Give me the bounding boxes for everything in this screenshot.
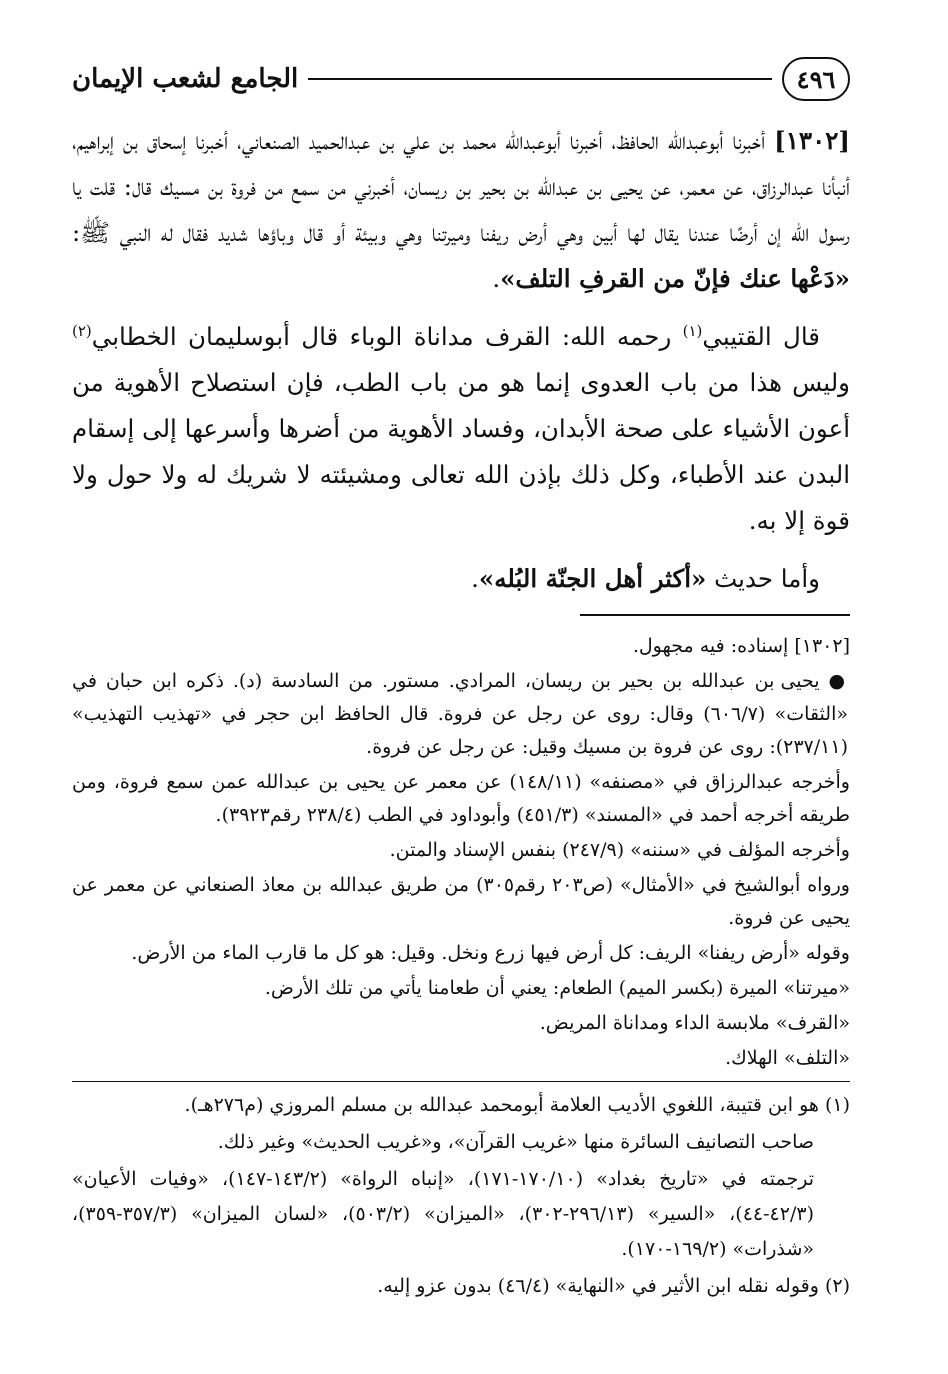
commentary-text-b: رحمه الله: القرف مداناة الوباء قال أبوسليمان الخطابي [91,322,683,351]
note-narrator-text: يحيى بن عبدالله بن بحير بن ريسان، المرادي. مستور. من السادسة (د). ذكره ابن حبان في «الثقات» (٦٠٦/٧) وقال: روى عن رجل عن فروة. قال الحافظ ابن حجر في «تهذيب التهذيب» (٢٣٧/١١): روى عن فروة بن مسيك وقيل: عن رجل عن فروة. [72,670,848,758]
closing-text: وأما حديث [706,564,820,593]
hadith-end: . [492,264,501,293]
footnote-divider [72,1081,850,1082]
footnote-1-works: صاحب التصانيف السائرة منها «غريب القرآن»، و«غريب الحديث» وغير ذلك. [217,1131,814,1153]
hadith-quote: «دَعْها عنك فإنّ من القرفِ التلف» [500,264,850,293]
closing-quote: «أكثر أهل الجنّة البُله» [478,564,707,593]
hadith-paragraph [72,118,850,302]
hadith-text: أخبرنا أبوعبدالله الحافظ، أخبرنا أبوعبدالله محمد بن علي بن عبدالحميد الصنعاني، أخبرنا إسحاق بن إبراهيم، أنبأنا عبدالرزاق، عن معمر، عن يحيى بن عبدالله بن بحير بن ريسان، أخبرني من سمع من فروة بن مسيك قال: قلت يا رسول الله إن أرضًا عندنا يقال لها أبين وهي أرض ريفنا وميرتنا وهي وبيئة أو قال وباؤها شديد فقال له النبي ﷺ: [72,126,850,247]
note-narrator [72,665,850,764]
header-rule [308,78,772,80]
takhrij-notes [72,630,850,1075]
note-gloss-1: وقوله «أرض ريفنا» الريف: كل أرض فيها زرع ونخل. وقيل: هو كل ما قارب الماء من الأرض. [131,942,850,964]
footnote-2: (٢) وقوله نقله ابن الأثير في «النهاية» (٤٦/٤) بدون عزو إليه. [377,1275,850,1297]
footnote-1-biography: ترجمته في «تاريخ بغداد» (١٧٠/١٠-١٧١)، «إنباه الرواة» (١٤٣/٢-١٤٧)، «وفيات الأعيان» (٤٢/٣-٤٤)، «السير» (٢٩٦/١٣-٣٠٢)، «الميزان» (٥٠٣/٢)، «لسان الميزان» (٣٥٧/٣-٣٥٩)، «شذرات» (١٦٩/٢-١٧٠). [72,1168,814,1260]
note-title: [١٣٠٢] إسناده: فيه مجهول. [632,635,850,657]
closing-end: . [471,564,479,593]
book-page [72,48,850,1348]
page-number: ٤٩٦ [782,57,850,101]
footnotes [72,1088,850,1304]
note-source-2: وأخرجه المؤلف في «سننه» (٢٤٧/٩) بنفس الإسناد والمتن. [389,839,850,861]
note-source-1: وأخرجه عبدالرزاق في «مصنفه» (١٤٨/١١) عن معمر عن يحيى بن عبدالله عمن سمع فروة، ومن طريقه أخرجه أحمد في «المسند» (٤٥١/٣) وأبوداود في الطب (٢٣٨/٤ رقم٣٩٢٣). [72,771,850,826]
hadith-number: [١٣٠٢] [774,126,850,155]
bullet-icon: ● [819,670,848,692]
commentary-text-a: قال القتيبي [702,322,820,351]
note-source-3: ورواه أبوالشيخ في «الأمثال» (ص٢٠٣ رقم٣٠٥) من طريق عبدالله بن معاذ الصنعاني عن معمر عن يحيى عن فروة. [72,874,850,929]
note-gloss-2: «ميرتنا» الميرة (بكسر الميم) الطعام: يعني أن طعامنا يأتي من تلك الأرض. [264,977,850,999]
footnote-1: (١) هو ابن قتيبة، اللغوي الأديب العلامة أبومحمد عبدالله بن مسلم المروزي (م٢٧٦هـ). [184,1094,850,1116]
notes-divider [580,614,850,616]
running-header [72,48,850,110]
closing-paragraph [72,556,850,602]
book-title: الجامع لشعب الإيمان [72,64,299,94]
commentary-paragraph [72,314,850,544]
commentary-text-c: وليس هذا من باب العدوى إنما هو من باب الطب، فإن استصلاح الأهوية من أعون الأشياء على صحة الأبدان، وفساد الأهوية من أضرها وأسرعها إلى إسقام البدن عند الأطباء، وكل ذلك بإذن الله تعالى ومشيئته لا شريك له ولا حول ولا قوة إلا به. [72,368,850,535]
note-gloss-3: «القرف» ملابسة الداء ومداناة المريض. [539,1012,850,1034]
note-gloss-4: «التلف» الهلاك. [725,1047,850,1069]
footnote-ref-1: (١) [682,321,703,340]
footnote-ref-2: (٢) [72,321,92,340]
main-text [72,118,850,602]
